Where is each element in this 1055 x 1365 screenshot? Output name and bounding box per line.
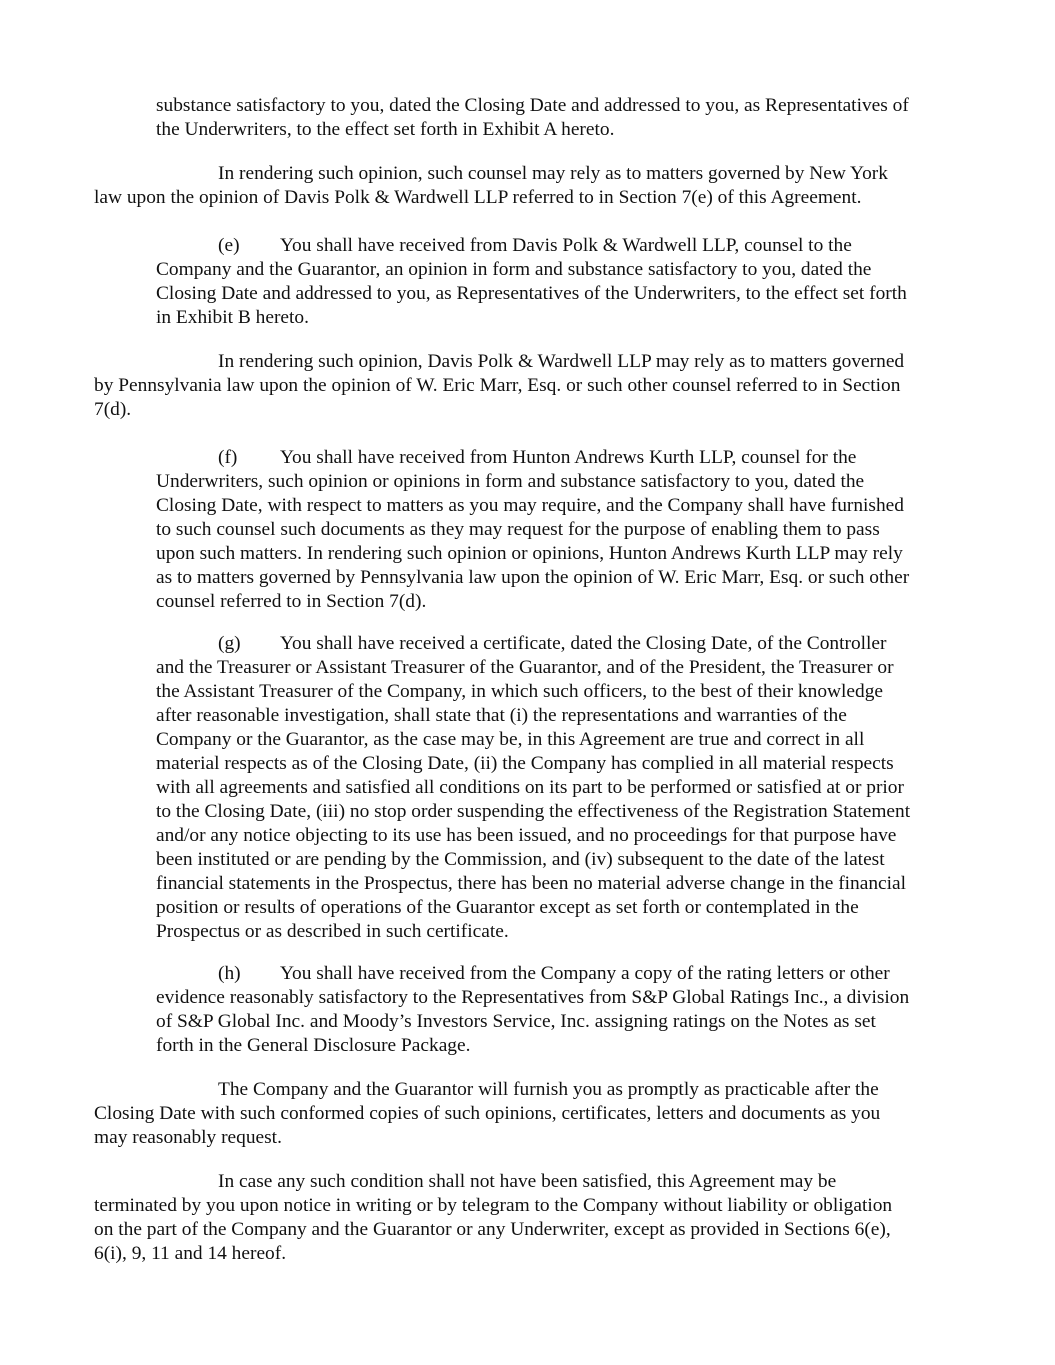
text-line: substance satisfactory to you, dated the Closing Date and addressed to you, as Representatives of — [156, 95, 909, 116]
text-line: evidence reasonably satisfactory to the Representatives from S&P Global Ratings Inc., a division — [156, 987, 910, 1008]
paragraph-pennsylvania-reliance — [94, 350, 974, 422]
text-line: by Pennsylvania law upon the opinion of W. Eric Marr, Esq. or such other counsel referred to in Section — [94, 375, 901, 396]
text-line: The Company and the Guarantor will furnish you as promptly as practicable after the — [218, 1079, 879, 1100]
text-line: financial statements in the Prospectus, there has been no material adverse change in the financial — [156, 873, 907, 894]
text-line: after reasonable investigation, shall state that (i) the representations and warranties of the — [156, 705, 847, 726]
paragraph-e-davis-polk-opinion — [156, 234, 974, 330]
text-line: to such counsel such documents as they may request for the purpose of enabling them to pass — [156, 519, 880, 540]
text-line-content: You shall have received from the Company a copy of the rating letters or other — [280, 963, 890, 984]
text-line: in Exhibit B hereto. — [156, 307, 309, 328]
text-line — [156, 962, 974, 986]
text-line: In rendering such opinion, Davis Polk & Wardwell LLP may rely as to matters governed — [218, 351, 905, 372]
text-line: law upon the opinion of Davis Polk & Wardwell LLP referred to in Section 7(e) of this Agreement. — [94, 187, 862, 208]
text-line: 7(d). — [94, 399, 132, 420]
text-line: as to matters governed by Pennsylvania law upon the opinion of W. Eric Marr, Esq. or such other — [156, 567, 910, 588]
clause-label: (h) — [218, 963, 241, 984]
paragraph-g-officers-certificate — [156, 632, 974, 944]
text-line: Prospectus or as described in such certificate. — [156, 921, 509, 942]
text-line-content: You shall have received from Davis Polk & Wardwell LLP, counsel to the — [280, 235, 852, 256]
text-line: Closing Date and addressed to you, as Representatives of the Underwriters, to the effect set forth — [156, 283, 907, 304]
text-line: upon such matters. In rendering such opinion or opinions, Hunton Andrews Kurth LLP may rely — [156, 543, 903, 564]
text-line: Underwriters, such opinion or opinions in form and substance satisfactory to you, dated the — [156, 471, 865, 492]
text-line: the Assistant Treasurer of the Company, in which such officers, to the best of their knowledge — [156, 681, 884, 702]
text-line-content: You shall have received a certificate, dated the Closing Date, of the Controller — [280, 633, 887, 654]
paragraph-termination — [94, 1170, 974, 1266]
text-line: In case any such condition shall not have been satisfied, this Agreement may be — [218, 1171, 837, 1192]
text-line: the Underwriters, to the effect set forth in Exhibit A hereto. — [156, 119, 615, 140]
text-line: terminated by you upon notice in writing or by telegram to the Company without liability or obligation — [94, 1195, 893, 1216]
text-line: and/or any notice objecting to its use has been issued, and no proceedings for that purpose have — [156, 825, 897, 846]
text-line — [156, 446, 974, 470]
text-line — [156, 632, 974, 656]
text-line: been instituted or are pending by the Commission, and (iv) subsequent to the date of the latest — [156, 849, 885, 870]
text-line: position or results of operations of the Guarantor except as set forth or contemplated in the — [156, 897, 859, 918]
paragraph-f-hunton-opinion — [156, 446, 974, 614]
text-line — [156, 234, 974, 258]
clause-label: (g) — [218, 633, 241, 654]
text-line: 6(i), 9, 11 and 14 hereof. — [94, 1243, 287, 1264]
text-line: with all agreements and satisfied all conditions on its part to be performed or satisfied at or prior — [156, 777, 904, 798]
paragraph-exhibit-a-continuation — [156, 94, 974, 142]
text-line: Company and the Guarantor, an opinion in form and substance satisfactory to you, dated the — [156, 259, 872, 280]
clause-label: (f) — [218, 447, 238, 468]
paragraph-new-york-reliance — [94, 162, 974, 210]
text-line: Closing Date with such conformed copies of such opinions, certificates, letters and documents as you — [94, 1103, 881, 1124]
text-line: forth in the General Disclosure Package. — [156, 1035, 471, 1056]
text-line: counsel referred to in Section 7(d). — [156, 591, 427, 612]
text-line: In rendering such opinion, such counsel may rely as to matters governed by New York — [218, 163, 888, 184]
clause-label: (e) — [218, 235, 240, 256]
text-line: Closing Date, with respect to matters as you may require, and the Company shall have furnished — [156, 495, 904, 516]
text-line: may reasonably request. — [94, 1127, 282, 1148]
paragraph-conformed-copies — [94, 1078, 974, 1150]
text-line: of S&P Global Inc. and Moody’s Investors Service, Inc. assigning ratings on the Notes as set — [156, 1011, 876, 1032]
text-line: on the part of the Company and the Guarantor or any Underwriter, except as provided in Sections 6(e), — [94, 1219, 891, 1240]
paragraph-h-rating-letters — [156, 962, 974, 1058]
text-line: Company or the Guarantor, as the case may be, in this Agreement are true and correct in all — [156, 729, 865, 750]
text-line: and the Treasurer or Assistant Treasurer of the Guarantor, and of the President, the Treasurer or — [156, 657, 894, 678]
text-line: to the Closing Date, (iii) no stop order suspending the effectiveness of the Registration Statement — [156, 801, 911, 822]
text-line: material respects as of the Closing Date, (ii) the Company has complied in all material respects — [156, 753, 894, 774]
text-line-content: You shall have received from Hunton Andrews Kurth LLP, counsel for the — [280, 447, 857, 468]
